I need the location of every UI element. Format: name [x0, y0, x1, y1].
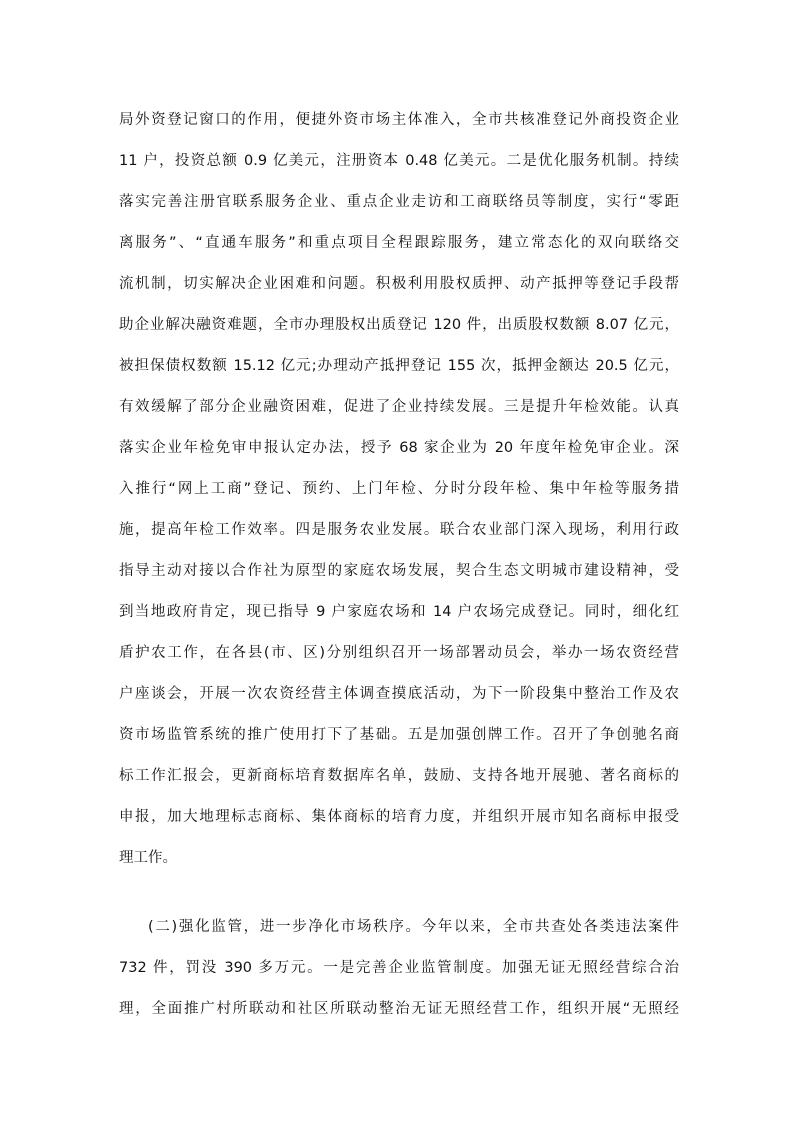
text-line-4: 离服务”、“直通车服务”和重点项目全程跟踪服务，建立常态化的双向联络交	[119, 235, 679, 251]
text-line-11: 施，提高年检工作效率。四是服务农业发展。联合农业部门深入现场，利用行政	[119, 522, 679, 538]
text-line-22: 理，全面推广村所联动和社区所联动整治无证无照经营工作，组织开展“无照经	[119, 1001, 679, 1017]
text-line-3: 落实完善注册官联系服务企业、重点企业走访和工商联络员等制度，实行“零距	[119, 194, 679, 210]
text-line-1: 局外资登记窗口的作用，便捷外资市场主体准入，全市共核准登记外商投资企业	[119, 112, 679, 128]
text-line-15: 户座谈会，开展一次农资经营主体调查摸底活动，为下一阶段集中整治工作及农	[119, 686, 679, 702]
text-line-12: 指导主动对接以合作社为原型的家庭农场发展，契合生态文明城市建设精神，受	[119, 563, 679, 579]
text-line-16: 资市场监管系统的推广使用打下了基础。五是加强创牌工作。召开了争创驰名商	[119, 727, 679, 743]
text-line-21: 732 件，罚没 390 多万元。一是完善企业监管制度。加强无证无照经营综合治	[119, 960, 679, 976]
text-line-8: 有效缓解了部分企业融资困难，促进了企业持续发展。三是提升年检效能。认真	[119, 399, 679, 415]
text-line-5: 流机制，切实解决企业困难和问题。积极利用股权质押、动产抵押等登记手段帮	[119, 276, 679, 292]
text-line-19: 理工作。	[119, 850, 177, 866]
text-line-6: 助企业解决融资难题，全市办理股权出质登记 120 件，出质股权数额 8.07 亿元，	[119, 317, 679, 333]
text-line-10: 入推行“网上工商”登记、预约、上门年检、分时分段年检、集中年检等服务措	[119, 481, 679, 497]
text-line-9: 落实企业年检免审申报认定办法，授予 68 家企业为 20 年度年检免审企业。深	[119, 440, 679, 456]
text-line-2: 11 户，投资总额 0.9 亿美元，注册资本 0.48 亿美元。二是优化服务机制。持续	[119, 153, 679, 169]
text-line-7: 被担保债权数额 15.12 亿元;办理动产抵押登记 155 次，抵押金额达 20.5 亿元，	[119, 358, 679, 374]
text-line-18: 申报，加大地理标志商标、集体商标的培育力度，并组织开展市知名商标申报受	[119, 809, 679, 825]
text-line-13: 到当地政府肯定，现已指导 9 户家庭农场和 14 户农场完成登记。同时，细化红	[119, 604, 679, 620]
text-line-14: 盾护农工作，在各县(市、区)分别组织召开一场部署动员会，举办一场农资经营	[119, 645, 679, 661]
text-line-17: 标工作汇报会，更新商标培育数据库名单，鼓励、支持各地开展驰、著名商标的	[119, 768, 679, 784]
text-line-20: (二)强化监管，进一步净化市场秩序。今年以来，全市共查处各类违法案件	[148, 919, 679, 935]
